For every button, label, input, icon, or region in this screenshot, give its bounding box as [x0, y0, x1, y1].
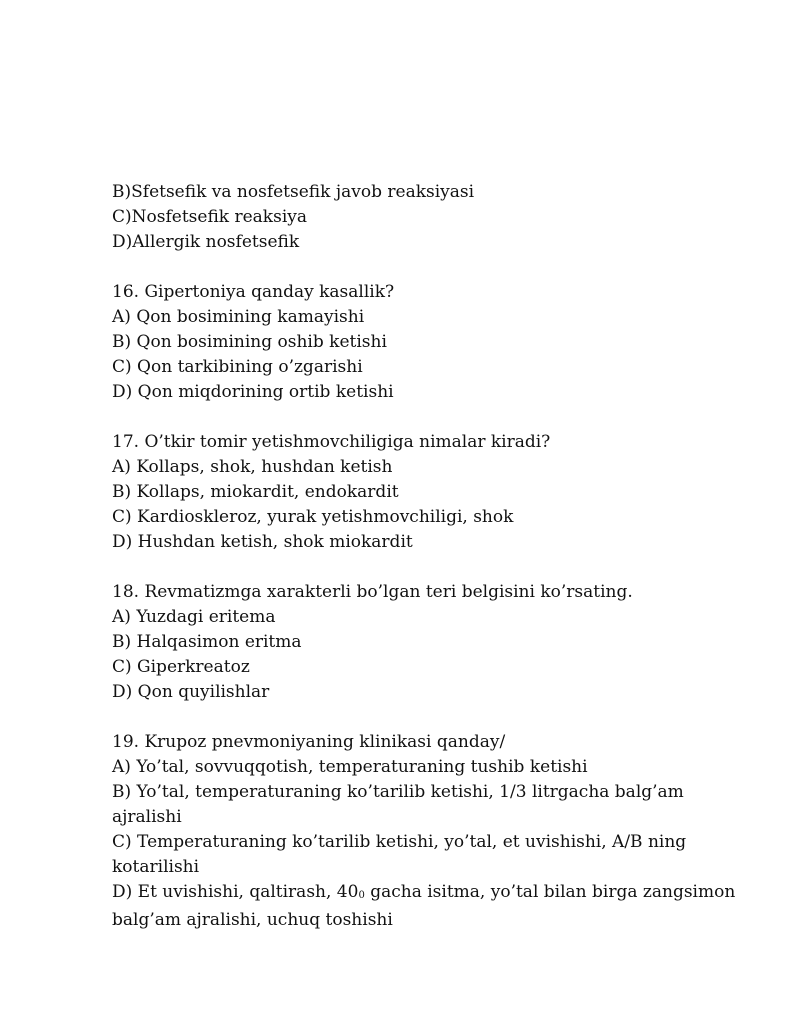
- option-b-line-2: ajralishi: [112, 807, 182, 827]
- option-a: A) Yuzdagi eritema: [112, 607, 276, 627]
- document-page: [112, 180, 752, 933]
- option-a: A) Kollaps, shok, hushdan ketish: [112, 457, 393, 477]
- option-d: D) Qon miqdorining ortib ketishi: [112, 382, 394, 402]
- question-19: [112, 730, 752, 933]
- option-b: B) Qon bosimining oshib ketishi: [112, 332, 387, 352]
- question-text: 18. Revmatizmga xarakterli bo’lgan teri belgisini ko’rsating.: [112, 582, 633, 602]
- spacer: [112, 705, 752, 730]
- question-16: [112, 280, 752, 405]
- degree-subscript: 0: [358, 890, 365, 901]
- option-a: A) Yo’tal, sovvuqqotish, temperaturaning tushib ketishi: [112, 757, 588, 777]
- question-18: [112, 580, 752, 705]
- option-d-line-2: balg’am ajralishi, uchuq toshishi: [112, 910, 393, 930]
- option-d: D)Allergik nosfetsefik: [112, 232, 300, 252]
- option-d: D) Qon quyilishlar: [112, 682, 270, 702]
- previous-question-options: [112, 180, 752, 255]
- option-b: B) Kollaps, miokardit, endokardit: [112, 482, 399, 502]
- option-d-text-start: D) Et uvishishi, qaltirash, 40: [112, 882, 359, 902]
- option-d: D) Hushdan ketish, shok miokardit: [112, 532, 413, 552]
- option-d-line-1: [112, 880, 752, 908]
- question-text: 19. Krupoz pnevmoniyaning klinikasi qanday/: [112, 732, 506, 752]
- option-c-line-1: C) Temperaturaning ko’tarilib ketishi, yo’tal, et uvishishi, A/B ning: [112, 832, 687, 852]
- option-d-text-end: gacha isitma, yo’tal bilan birga zangsimon: [364, 882, 736, 902]
- option-c: C) Qon tarkibining o’zgarishi: [112, 357, 363, 377]
- spacer: [112, 405, 752, 430]
- option-b: B)Sfetsefik va nosfetsefik javob reaksiyasi: [112, 182, 475, 202]
- spacer: [112, 555, 752, 580]
- spacer: [112, 255, 752, 280]
- option-c-line-2: kotarilishi: [112, 857, 200, 877]
- option-b: B) Halqasimon eritma: [112, 632, 302, 652]
- option-b-line-1: B) Yo’tal, temperaturaning ko’tarilib ketishi, 1/3 litrgacha balg’am: [112, 782, 684, 802]
- option-c: C) Kardioskleroz, yurak yetishmovchiligi, shok: [112, 507, 514, 527]
- option-c: C)Nosfetsefik reaksiya: [112, 207, 308, 227]
- option-a: A) Qon bosimining kamayishi: [112, 307, 365, 327]
- question-17: [112, 430, 752, 555]
- question-text: 17. O’tkir tomir yetishmovchiligiga nimalar kiradi?: [112, 432, 551, 452]
- question-text: 16. Gipertoniya qanday kasallik?: [112, 282, 395, 302]
- option-c: C) Giperkreatoz: [112, 657, 250, 677]
